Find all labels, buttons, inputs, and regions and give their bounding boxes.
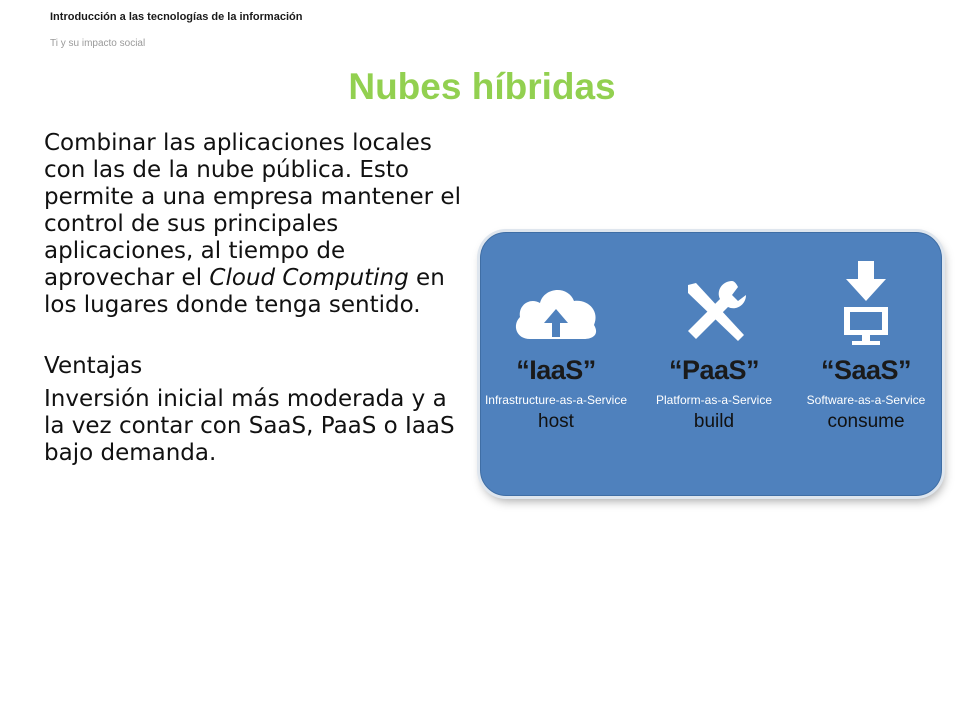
slide-body <box>44 130 464 467</box>
hybrid-cloud-paragraph <box>44 130 464 319</box>
paragraph-start: Combinar las aplicaciones locales con las de la nube pública. Esto permite a una empresa mantener el control de sus principales aplicaciones, al tiempo de aprovechar el <box>44 130 461 291</box>
advantages-text: Inversión inicial más moderada y a la vez contar con SaaS, PaaS o IaaS bajo demanda. <box>44 386 455 466</box>
course-header: Introducción a las tecnologías de la información <box>50 11 303 23</box>
service-iaas <box>481 233 631 495</box>
download-monitor-icon <box>791 273 941 353</box>
tools-icon <box>639 273 789 353</box>
cloud-computing-term: Cloud Computing <box>209 265 409 291</box>
cloud-services-diagram <box>480 232 942 496</box>
service-full-name: Infrastructure-as-a-Service <box>484 393 628 407</box>
paragraph-end: en los lugares donde tenga sentido. <box>44 265 445 318</box>
service-name: “IaaS” <box>516 355 596 385</box>
service-full-name: Platform-as-a-Service <box>655 393 773 407</box>
service-full-name: Software-as-a-Service <box>806 393 926 407</box>
cloud-upload-icon <box>481 273 631 353</box>
service-action: consume <box>827 411 905 432</box>
service-saas <box>791 233 941 495</box>
service-action: host <box>538 411 574 432</box>
service-name: “PaaS” <box>668 355 760 385</box>
slide-title: Nubes híbridas <box>348 66 616 107</box>
service-action: build <box>693 411 735 432</box>
service-paas <box>639 233 789 495</box>
advantages-heading: Ventajas <box>44 353 143 379</box>
course-subheader: Ti y su impacto social <box>50 38 146 49</box>
service-name: “SaaS” <box>820 355 912 385</box>
